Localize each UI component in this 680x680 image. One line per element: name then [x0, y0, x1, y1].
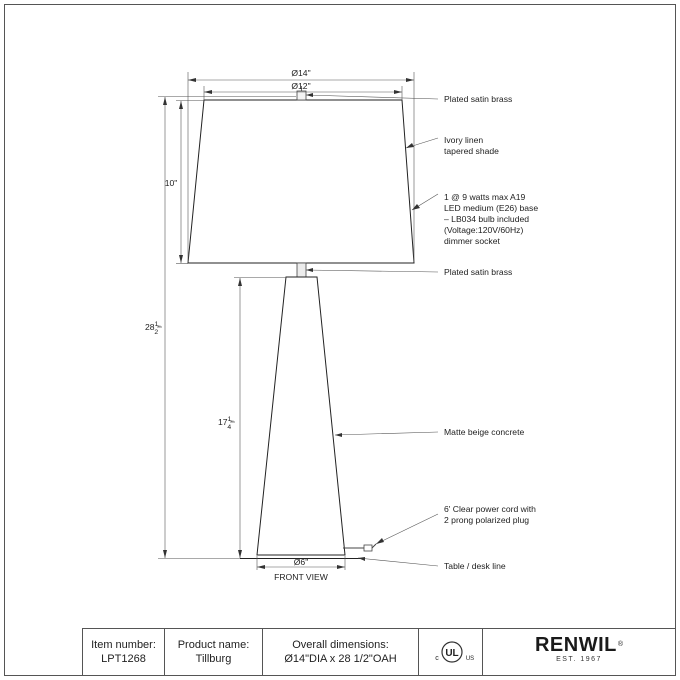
callout-neck-leader: [306, 270, 438, 272]
product-name-label: Product name:: [177, 639, 250, 651]
brand-registered-mark: ®: [617, 640, 624, 648]
callout-body-leader: [335, 432, 438, 435]
brand-wordmark: RENWIL: [534, 633, 617, 656]
callout-shade: Ivory linen tapered shade: [444, 135, 499, 156]
svg-text:c: c: [435, 655, 439, 662]
callout-table: Table / desk line: [444, 561, 506, 571]
callout-cord-arrow: [376, 538, 384, 544]
callout-cord: 6' Clear power cord with 2 prong polarized plug: [444, 504, 536, 525]
svg-text:UL: UL: [445, 648, 459, 659]
lamp-body: [257, 277, 345, 555]
callout-finial: Plated satin brass: [444, 94, 513, 104]
dim-shade-inner-dia: Ø12": [291, 81, 311, 91]
dim-14-arrow-left: [188, 78, 196, 82]
callout-table-leader: [358, 558, 438, 566]
brand-established: EST. 1967: [556, 655, 602, 663]
dim-10-arrow-bottom: [179, 255, 183, 263]
callout-finial-leader: [306, 95, 438, 99]
callout-neck-arrow: [306, 268, 313, 272]
dim-base-dia: Ø6": [293, 557, 309, 567]
lamp-neck: [297, 263, 306, 277]
callout-bulb-arrow: [412, 204, 420, 210]
dim-shade-outer-dia: Ø14": [291, 68, 311, 78]
callout-neck: Plated satin brass: [444, 267, 513, 277]
callout-shade-arrow: [406, 143, 414, 148]
dim-base-arrow-top: [238, 278, 242, 286]
dim-overall-arrow-top: [163, 97, 167, 105]
overall-dimensions-cell: [263, 629, 418, 675]
dim-base-arrow-bottom: [238, 550, 242, 558]
dim-12-arrow-left: [204, 90, 212, 94]
dim-overall-height: $28^1$ 2": [145, 321, 161, 336]
overall-dimensions-value: Ø14"DIA x 28 1/2"OAH: [284, 653, 397, 665]
ul-certification-icon: [435, 642, 474, 662]
item-number-label: Item number:: [91, 639, 156, 651]
dim-overall-arrow-bottom: [163, 550, 167, 558]
product-name-value: Tillburg: [195, 653, 232, 665]
svg-text:US: US: [465, 656, 475, 662]
item-number-cell: [83, 629, 164, 675]
callout-bulb: 1 @ 9 watts max A19 LED medium (E26) base – LB034 bulb included (Voltage:120V/60Hz) dimmer socket: [444, 192, 539, 246]
overall-dimensions-label: Overall dimensions:: [292, 639, 389, 651]
dim-base-height: $17^1$ 4": [218, 416, 234, 431]
dim-14-arrow-right: [406, 78, 414, 82]
dim-6-arrow-right: [337, 565, 345, 569]
item-number-value: LPT1268: [101, 653, 146, 665]
dim-10-arrow-top: [179, 101, 183, 109]
finial: [297, 91, 306, 100]
power-cord-plug: [364, 545, 372, 551]
dim-6-arrow-left: [257, 565, 265, 569]
dim-shade-height: 10": [164, 178, 178, 188]
callout-body-arrow: [335, 433, 342, 437]
callout-body: Matte beige concrete: [444, 427, 525, 437]
view-label: FRONT VIEW: [274, 572, 328, 582]
callout-cord-leader: [376, 514, 438, 544]
dim-12-arrow-right: [394, 90, 402, 94]
callout-finial-arrow: [306, 93, 313, 97]
product-name-cell: [165, 629, 262, 675]
brand-logo: [483, 629, 675, 675]
lamp-shade: [188, 100, 414, 263]
